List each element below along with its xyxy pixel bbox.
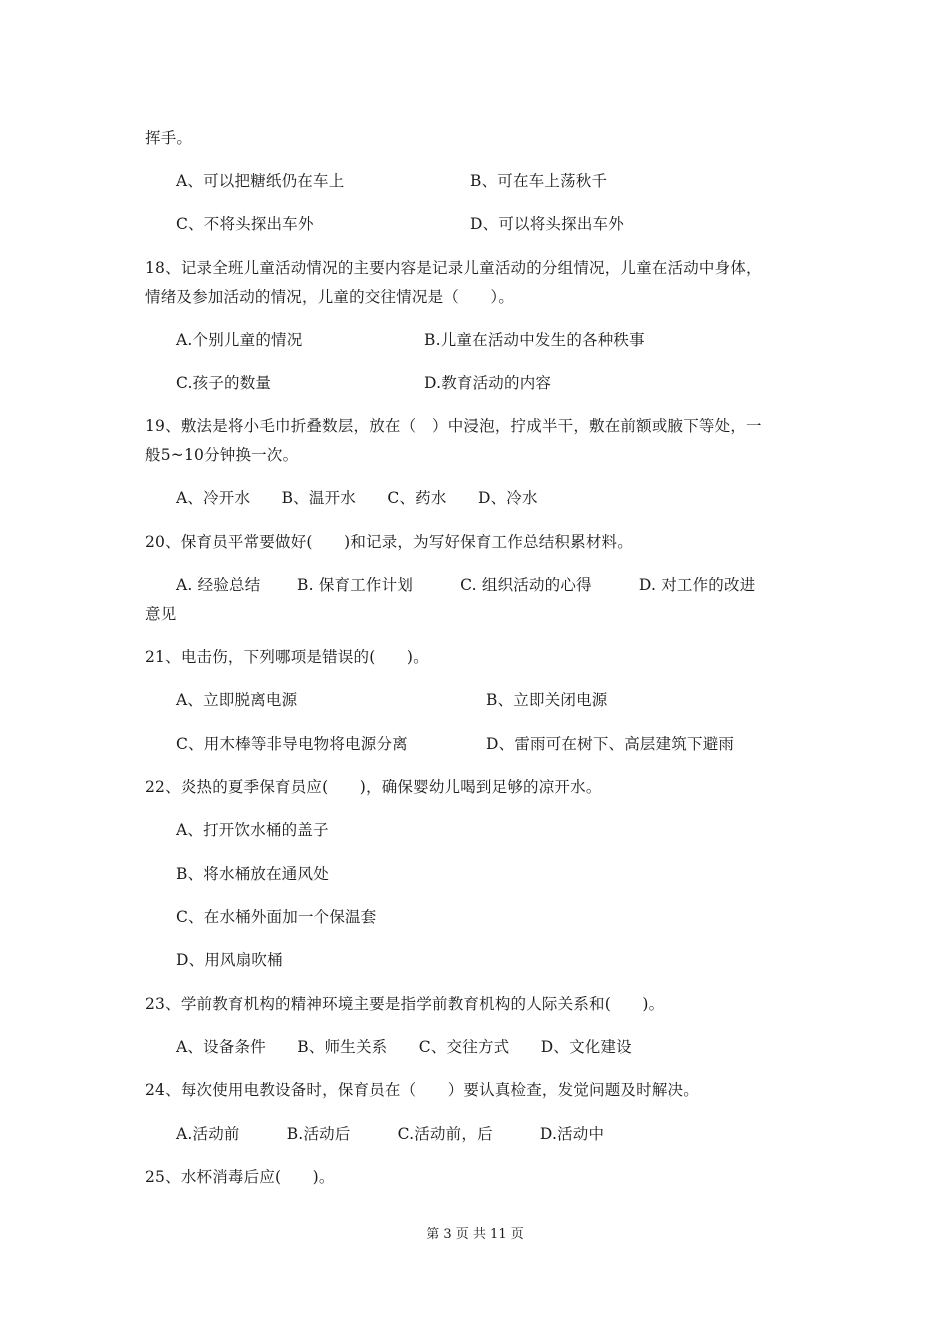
option-d: D、用风扇吹桶 (176, 951, 283, 969)
option-c: C、不将头探出车外 (176, 215, 314, 233)
question-20: 20、保育员平常要做好( )和记录，为写好保育工作总结积累材料。 (145, 533, 633, 551)
question-21: 21、电击伤，下列哪项是错误的( )。 (145, 648, 429, 666)
option-b: B、立即关闭电源 (486, 691, 608, 709)
option-a: A、打开饮水桶的盖子 (176, 821, 329, 839)
text-line: 挥手。 (145, 129, 193, 147)
question-19: 19、敷法是将小毛巾折叠数层，放在（ ）中浸泡，拧成半干，敷在前额或腋下等处，一 (145, 417, 762, 435)
question-25: 25、水杯消毒后应( )。 (145, 1168, 335, 1186)
option-b: B、将水桶放在通风处 (176, 865, 329, 883)
option-a: A.个别儿童的情况 (176, 331, 303, 349)
option-b: B.儿童在活动中发生的各种秩事 (424, 331, 645, 349)
option-d: D.教育活动的内容 (424, 374, 552, 392)
option-d: D、可以将头探出车外 (470, 215, 624, 233)
option-c: C.孩子的数量 (176, 374, 272, 392)
options-20: A. 经验总结 B. 保育工作计划 C. 组织活动的心得 D. 对工作的改进 (176, 576, 756, 594)
question-24: 24、每次使用电教设备时，保育员在（ ）要认真检查，发觉问题及时解决。 (145, 1081, 699, 1099)
option-c: C、在水桶外面加一个保温套 (176, 908, 377, 926)
question-19-cont: 般5~10分钟换一次。 (145, 446, 299, 464)
options-19: A、冷开水 B、温开水 C、药水 D、冷水 (176, 489, 538, 507)
option-a: A、立即脱离电源 (176, 691, 298, 709)
question-23: 23、学前教育机构的精神环境主要是指学前教育机构的人际关系和( )。 (145, 995, 665, 1013)
question-22: 22、炎热的夏季保育员应( )，确保婴幼儿喝到足够的凉开水。 (145, 778, 602, 796)
options-24: A.活动前 B.活动后 C.活动前，后 D.活动中 (176, 1125, 605, 1143)
question-18: 18、记录全班儿童活动情况的主要内容是记录儿童活动的分组情况，儿童在活动中身体， (145, 259, 762, 277)
page-footer: 第 3 页 共 11 页 (426, 1227, 524, 1242)
option-b: B、可在车上荡秋千 (470, 172, 608, 190)
question-18-cont: 情绪及参加活动的情况，儿童的交往情况是（ ）。 (145, 288, 515, 306)
option-c: C、用木棒等非导电物将电源分离 (176, 735, 408, 753)
option-d: D、雷雨可在树下、高层建筑下避雨 (486, 735, 735, 753)
option-a: A、可以把糖纸仍在车上 (176, 172, 345, 190)
options-20-cont: 意见 (145, 605, 177, 623)
options-23: A、设备条件 B、师生关系 C、交往方式 D、文化建设 (176, 1038, 632, 1056)
